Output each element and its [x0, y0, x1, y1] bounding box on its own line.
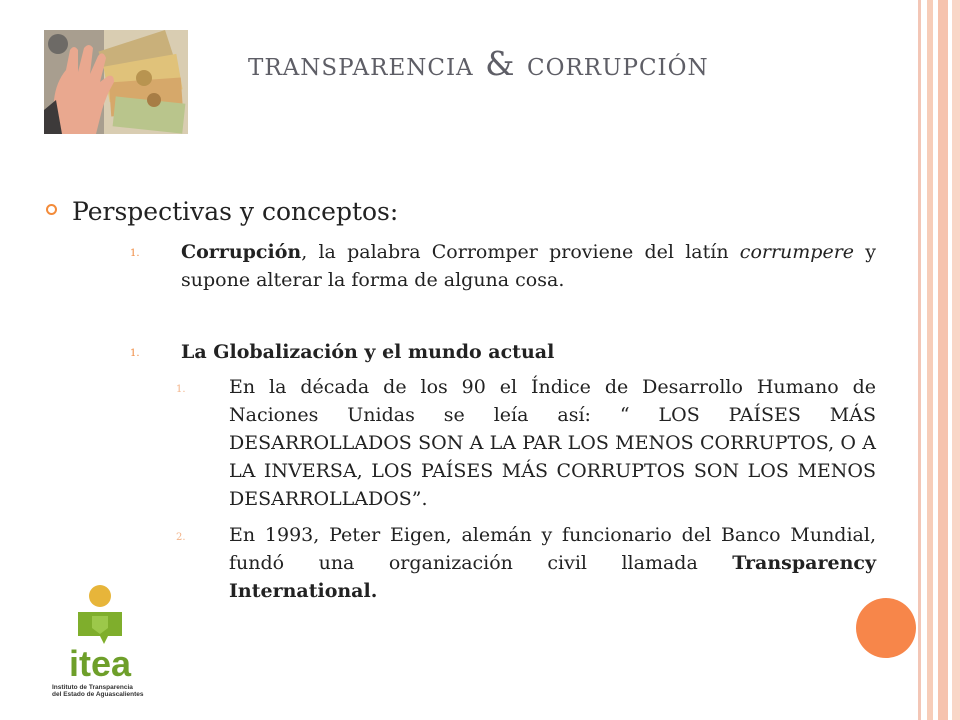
logo-wordmark: itea — [68, 643, 132, 684]
item1-paragraph — [181, 238, 876, 294]
decorative-circle — [856, 598, 916, 658]
item1-text-b: y supone alterar la forma de alguna cosa. — [181, 241, 876, 291]
slide-title: transparencia & corrupción — [248, 44, 709, 83]
item1-latin: corrumpere — [739, 241, 855, 263]
hand-money-photo — [44, 30, 188, 134]
item2-heading: La Globalización y el mundo actual — [181, 341, 555, 363]
item1-term: Corrupción — [181, 241, 302, 263]
item1-number: 1. — [130, 248, 140, 259]
decorative-stripes — [918, 0, 960, 720]
sub2-number: 2. — [176, 532, 186, 543]
bullet-icon — [46, 204, 57, 215]
sub2-text: En 1993, Peter Eigen, alemán y funcionario del Banco Mundial, fundó una organización civil llamada — [229, 524, 876, 574]
sub2-paragraph — [229, 521, 876, 605]
item2-number: 1. — [130, 348, 140, 359]
logo-caption — [52, 684, 144, 698]
section-heading: Perspectivas y conceptos: — [72, 197, 399, 226]
sub2-bold: Transparency International. — [229, 552, 876, 602]
sub1-number: 1. — [176, 384, 186, 395]
logo-caption-line2: del Estado de Aguascalientes — [52, 691, 144, 698]
sub1-paragraph: En la década de los 90 el Índice de Desarrollo Humano de Naciones Unidas se leía así: “ LOS PAÍSES MÁS DESARROLLADOS SON A LA PAR LOS MENOS CORRUPTOS, O A LA INVERSA, LOS PAÍSES MÁS CORRUPTOS SON LOS MENOS DESARROLLADOS”. — [229, 376, 876, 510]
logo-caption-line1: Instituto de Transparencia — [52, 684, 133, 691]
item1-text-a: , la palabra Corromper proviene del latín — [301, 241, 740, 263]
